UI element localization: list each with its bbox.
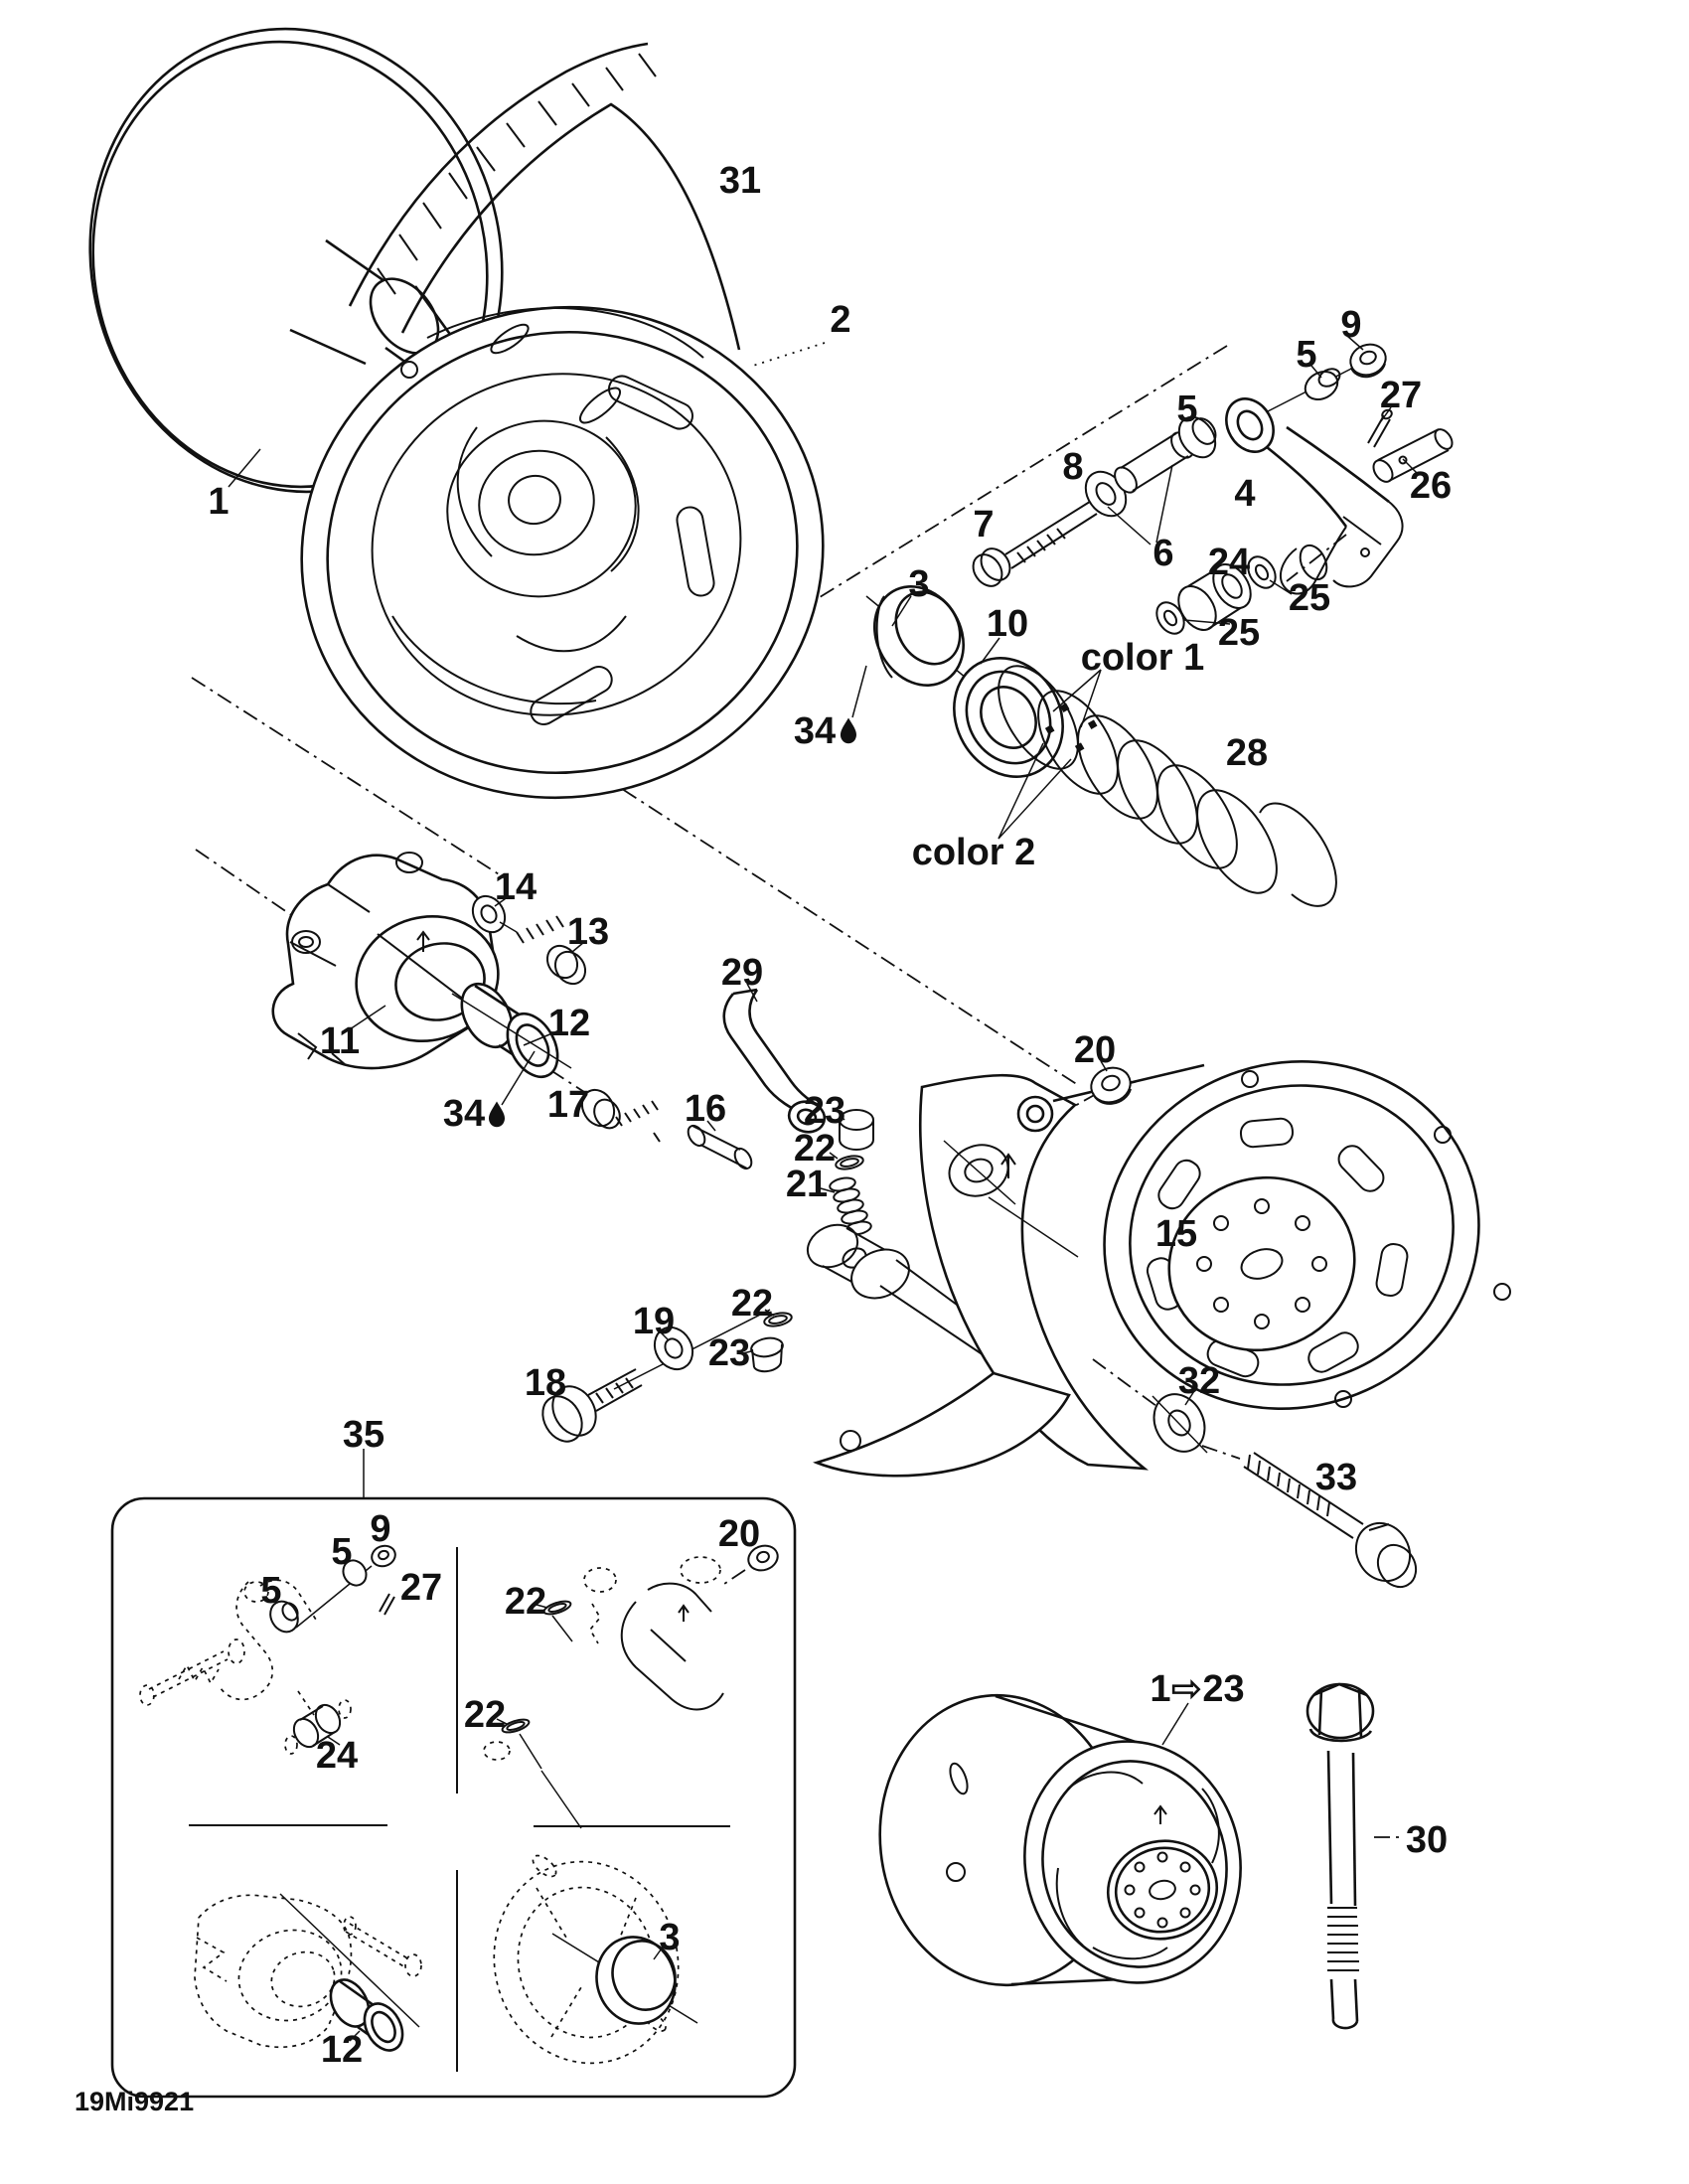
callout-part: 33 [1314,1457,1358,1498]
callout-inset-part: 5 [260,1570,282,1612]
callout-part: 16 [684,1088,727,1130]
callout-part: 27 [1379,375,1423,416]
callout-part: 31 [718,160,762,202]
callout-part: 34 [442,1093,486,1135]
bolt-30-drawing [1307,1684,1373,2028]
callout-part: 22 [730,1283,774,1325]
callout-part: 29 [720,952,764,994]
cap-23-lower-drawing [750,1335,785,1371]
callout-part: 3 [908,563,930,605]
callout-part: 23 [707,1332,751,1374]
callout-part: 11 [319,1020,361,1062]
callout-part: 10 [986,603,1029,645]
callout-inset-part: 24 [315,1735,359,1777]
callout-part: 24 [1207,542,1251,583]
callout-part: 14 [494,866,537,908]
callout-part: 25 [1288,577,1331,619]
callout-part: 1 [208,481,230,523]
callout-part: 7 [973,504,995,546]
callout-part: 25 [1217,612,1261,654]
callout-part: 6 [1152,533,1174,574]
callout-inset-part: 9 [370,1508,391,1550]
callout-part: 21 [785,1164,829,1205]
callout-part: 18 [524,1362,567,1404]
callout-part: 22 [793,1128,837,1170]
callout-part: 19 [632,1301,676,1342]
callout-part: 13 [566,911,610,953]
callout-part: 28 [1225,732,1269,774]
callout-color-note: color 1 [1080,637,1205,679]
callout-color-note: color 2 [911,832,1036,873]
callout-part: 20 [1073,1029,1117,1071]
callout-part: 15 [1154,1213,1198,1255]
callout-inset-part: 22 [463,1694,507,1736]
callout-part: 5 [1296,334,1317,376]
callout-part: 4 [1234,473,1256,515]
inset-box-35 [112,1449,795,2097]
assembled-pulley-drawing [865,1683,1263,2003]
o-ring-22-upper-drawing [835,1154,864,1171]
orientation-arrow-icon [679,1606,689,1622]
callout-part: 32 [1177,1360,1221,1402]
callout-inset-part: 22 [504,1581,547,1623]
sheet-code: 19Mi9921 [75,2087,195,2116]
inset-sheave-assembly [472,1841,701,2085]
callout-part: 34 [793,710,837,752]
callout-part: 8 [1062,446,1084,488]
callout-inset-part: 27 [399,1567,443,1609]
callout-inset-part: 5 [331,1531,353,1573]
callout-part: 2 [830,299,851,341]
callout-part: 12 [547,1003,591,1044]
callout-part: 17 [546,1084,590,1126]
callout-assembly-range: 1⇨23 [1150,1668,1245,1710]
callout-inset-part: 12 [320,2029,364,2071]
callout-part: 9 [1340,304,1362,346]
callout-inset-part: 3 [659,1917,681,1958]
callout-part: 30 [1405,1819,1449,1861]
inset-hub-assembly [195,1894,421,2057]
callout-part: 26 [1409,465,1453,507]
callout-inset-part: 20 [717,1513,761,1555]
callout-part: 35 [342,1414,385,1456]
callout-part: 5 [1176,389,1198,430]
callout-part: 23 [803,1090,846,1132]
